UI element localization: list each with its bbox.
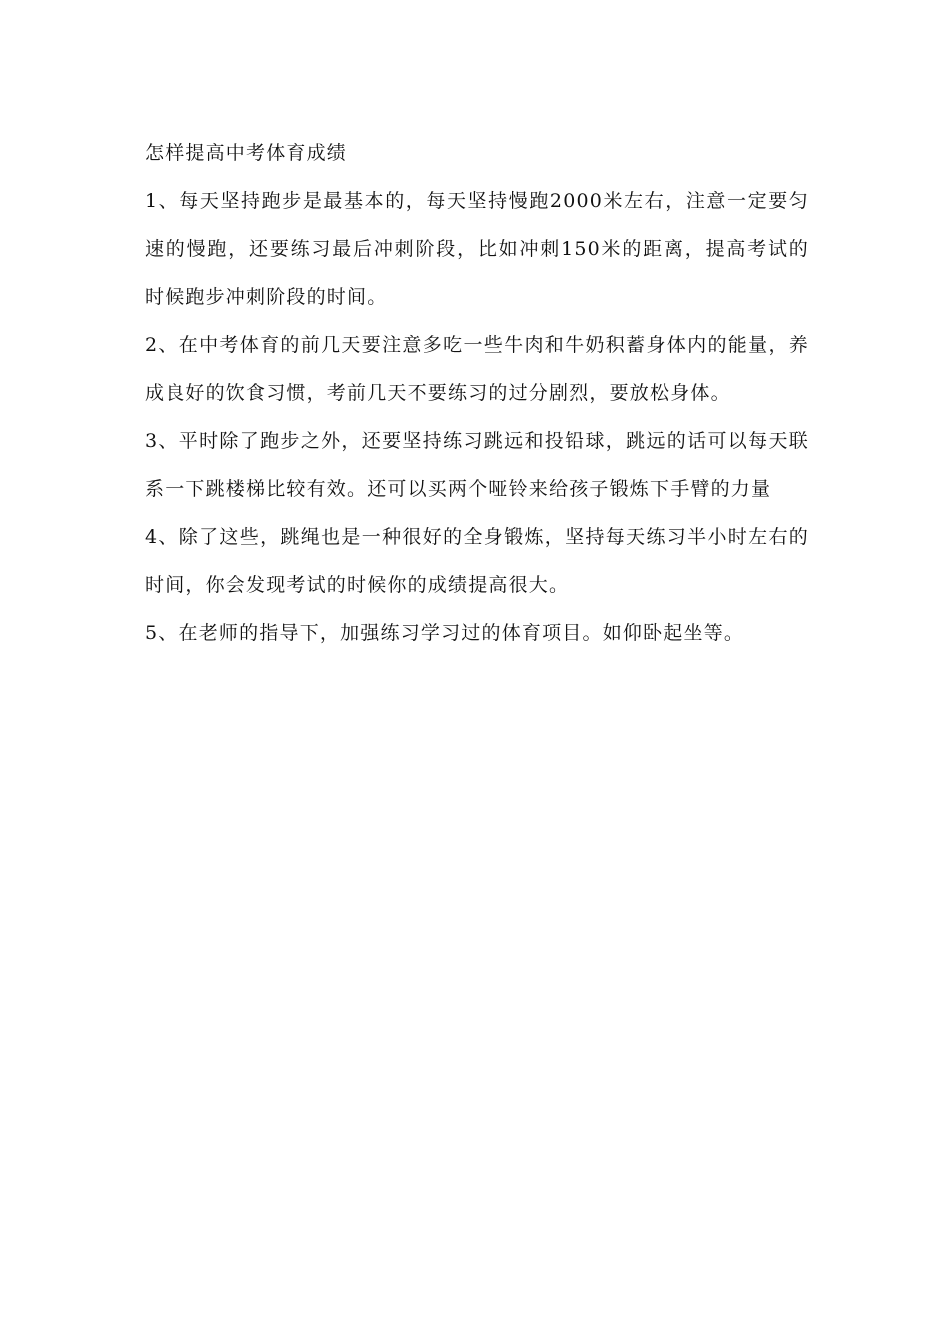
document-body xyxy=(145,129,809,657)
paragraph-2: 2、在中考体育的前几天要注意多吃一些牛肉和牛奶积蓄身体内的能量，养成良好的饮食习惯，考前几天不要练习的过分剧烈，要放松身体。 xyxy=(145,334,809,404)
paragraph-3: 3、平时除了跑步之外，还要坚持练习跳远和投铅球，跳远的话可以每天联系一下跳楼梯比较有效。还可以买两个哑铃来给孩子锻炼下手臂的力量 xyxy=(145,430,809,500)
paragraph-4: 4、除了这些，跳绳也是一种很好的全身锻炼，坚持每天练习半小时左右的时间，你会发现考试的时候你的成绩提高很大。 xyxy=(145,526,809,596)
paragraph-5: 5、在老师的指导下，加强练习学习过的体育项目。如仰卧起坐等。 xyxy=(145,622,745,644)
document-title: 怎样提高中考体育成绩 xyxy=(145,142,348,164)
paragraph-1: 1、每天坚持跑步是最基本的，每天坚持慢跑2000米左右，注意一定要匀速的慢跑，还要练习最后冲刺阶段，比如冲刺150米的距离，提高考试的时候跑步冲刺阶段的时间。 xyxy=(145,190,809,308)
